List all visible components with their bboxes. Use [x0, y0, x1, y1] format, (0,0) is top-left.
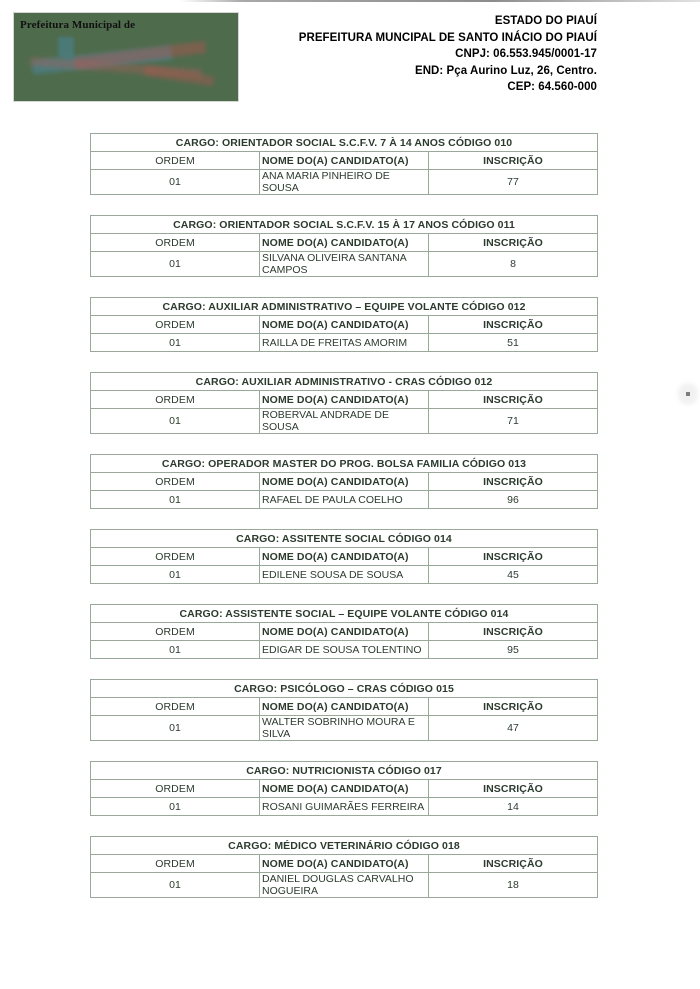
column-header-row	[91, 234, 598, 252]
cell-ordem: 01	[91, 334, 260, 352]
cell-nome-candidato: DANIEL DOUGLAS CARVALHO NOGUEIRA	[260, 873, 429, 898]
cell-inscricao: 45	[429, 566, 598, 584]
cell-inscricao: 18	[429, 873, 598, 898]
column-header-nome: NOME DO(A) CANDIDATO(A)	[260, 623, 429, 641]
cargo-table	[90, 454, 598, 509]
column-header-ordem: ORDEM	[91, 234, 260, 252]
cargo-title: CARGO: NUTRICIONISTA CÓDIGO 017	[91, 762, 598, 780]
column-header-ordem: ORDEM	[91, 152, 260, 170]
header-line-estado: ESTADO DO PIAUÍ	[494, 15, 597, 27]
cargo-tables-area	[90, 133, 598, 918]
cargo-title: CARGO: PSICÓLOGO – CRAS CÓDIGO 015	[91, 680, 598, 698]
table-row	[91, 873, 598, 898]
header-line-cep: CEP: 64.560-000	[507, 81, 597, 93]
cargo-title-row	[91, 605, 598, 623]
cargo-table	[90, 836, 598, 898]
document-header	[0, 0, 700, 118]
column-header-inscricao: INSCRIÇÃO	[429, 152, 598, 170]
cargo-table	[90, 529, 598, 584]
table-row	[91, 409, 598, 434]
column-header-nome: NOME DO(A) CANDIDATO(A)	[260, 234, 429, 252]
column-header-row	[91, 473, 598, 491]
cell-nome-candidato: WALTER SOBRINHO MOURA E SILVA	[260, 716, 429, 741]
column-header-ordem: ORDEM	[91, 391, 260, 409]
column-header-row	[91, 780, 598, 798]
cargo-title-row	[91, 373, 598, 391]
column-header-row	[91, 855, 598, 873]
cell-inscricao: 77	[429, 170, 598, 195]
column-header-inscricao: INSCRIÇÃO	[429, 548, 598, 566]
cell-ordem: 01	[91, 252, 260, 277]
column-header-nome: NOME DO(A) CANDIDATO(A)	[260, 698, 429, 716]
column-header-ordem: ORDEM	[91, 780, 260, 798]
cargo-title-row	[91, 530, 598, 548]
column-header-row	[91, 548, 598, 566]
column-header-inscricao: INSCRIÇÃO	[429, 780, 598, 798]
table-row	[91, 798, 598, 816]
cargo-title: CARGO: OPERADOR MASTER DO PROG. BOLSA FAMILIA CÓDIGO 013	[91, 455, 598, 473]
cargo-title-row	[91, 680, 598, 698]
cargo-title: CARGO: ORIENTADOR SOCIAL S.C.F.V. 15 À 17 ANOS CÓDIGO 011	[91, 216, 598, 234]
column-header-row	[91, 391, 598, 409]
cell-inscricao: 71	[429, 409, 598, 434]
cargo-table	[90, 215, 598, 277]
cell-nome-candidato: RAILLA DE FREITAS AMORIM	[260, 334, 429, 352]
column-header-inscricao: INSCRIÇÃO	[429, 473, 598, 491]
cell-inscricao: 8	[429, 252, 598, 277]
cargo-title: CARGO: MÉDICO VETERINÁRIO CÓDIGO 018	[91, 837, 598, 855]
cargo-title-row	[91, 216, 598, 234]
cargo-title-row	[91, 762, 598, 780]
header-line-prefeitura: PREFEITURA MUNCIPAL DE SANTO INÁCIO DO PIAUÍ	[298, 31, 597, 44]
cell-inscricao: 51	[429, 334, 598, 352]
cell-inscricao: 96	[429, 491, 598, 509]
cell-ordem: 01	[91, 641, 260, 659]
cell-inscricao: 95	[429, 641, 598, 659]
cell-inscricao: 47	[429, 716, 598, 741]
cargo-title-row	[91, 134, 598, 152]
cell-ordem: 01	[91, 716, 260, 741]
cargo-title: CARGO: ORIENTADOR SOCIAL S.C.F.V. 7 À 14 ANOS CÓDIGO 010	[91, 134, 598, 152]
table-row	[91, 170, 598, 195]
cargo-table	[90, 679, 598, 741]
column-header-inscricao: INSCRIÇÃO	[429, 623, 598, 641]
header-line-cnpj: CNPJ: 06.553.945/0001-17	[455, 48, 597, 60]
column-header-nome: NOME DO(A) CANDIDATO(A)	[260, 316, 429, 334]
table-row	[91, 334, 598, 352]
column-header-ordem: ORDEM	[91, 548, 260, 566]
column-header-nome: NOME DO(A) CANDIDATO(A)	[260, 473, 429, 491]
cargo-table	[90, 761, 598, 816]
cell-ordem: 01	[91, 170, 260, 195]
cargo-title-row	[91, 298, 598, 316]
cell-nome-candidato: ANA MARIA PINHEIRO DE SOUSA	[260, 170, 429, 195]
column-header-nome: NOME DO(A) CANDIDATO(A)	[260, 548, 429, 566]
column-header-row	[91, 152, 598, 170]
cell-nome-candidato: SILVANA OLIVEIRA SANTANA CAMPOS	[260, 252, 429, 277]
header-address-block	[299, 13, 597, 96]
column-header-nome: NOME DO(A) CANDIDATO(A)	[260, 152, 429, 170]
cargo-title: CARGO: ASSITENTE SOCIAL CÓDIGO 014	[91, 530, 598, 548]
column-header-ordem: ORDEM	[91, 698, 260, 716]
column-header-row	[91, 623, 598, 641]
column-header-ordem: ORDEM	[91, 316, 260, 334]
table-row	[91, 641, 598, 659]
column-header-ordem: ORDEM	[91, 473, 260, 491]
cell-ordem: 01	[91, 873, 260, 898]
column-header-inscricao: INSCRIÇÃO	[429, 698, 598, 716]
cell-inscricao: 14	[429, 798, 598, 816]
cell-ordem: 01	[91, 798, 260, 816]
cargo-title: CARGO: ASSISTENTE SOCIAL – EQUIPE VOLANTE CÓDIGO 014	[91, 605, 598, 623]
cell-nome-candidato: ROSANI GUIMARÃES FERREIRA	[260, 798, 429, 816]
logo-crest-artifact	[58, 37, 74, 57]
column-header-ordem: ORDEM	[91, 623, 260, 641]
cell-nome-candidato: ROBERVAL ANDRADE DE SOUSA	[260, 409, 429, 434]
cell-ordem: 01	[91, 566, 260, 584]
cargo-table	[90, 604, 598, 659]
cargo-title-row	[91, 455, 598, 473]
cargo-table	[90, 372, 598, 434]
logo-caption: Prefeitura Municipal de	[20, 19, 136, 31]
cargo-table	[90, 297, 598, 352]
column-header-inscricao: INSCRIÇÃO	[429, 855, 598, 873]
cell-nome-candidato: EDILENE SOUSA DE SOUSA	[260, 566, 429, 584]
cell-ordem: 01	[91, 491, 260, 509]
cell-nome-candidato: EDIGAR DE SOUSA TOLENTINO	[260, 641, 429, 659]
column-header-inscricao: INSCRIÇÃO	[429, 234, 598, 252]
header-line-endereco: END: Pça Aurino Luz, 26, Centro.	[414, 64, 597, 77]
column-header-inscricao: INSCRIÇÃO	[429, 316, 598, 334]
cargo-title: CARGO: AUXILIAR ADMINISTRATIVO – EQUIPE VOLANTE CÓDIGO 012	[91, 298, 598, 316]
scan-speck-artifact	[686, 392, 690, 396]
cargo-table	[90, 133, 598, 195]
municipal-seal-logo	[14, 13, 238, 101]
cell-ordem: 01	[91, 409, 260, 434]
cell-nome-candidato: RAFAEL DE PAULA COELHO	[260, 491, 429, 509]
table-row	[91, 716, 598, 741]
column-header-nome: NOME DO(A) CANDIDATO(A)	[260, 855, 429, 873]
table-row	[91, 252, 598, 277]
column-header-ordem: ORDEM	[91, 855, 260, 873]
column-header-nome: NOME DO(A) CANDIDATO(A)	[260, 391, 429, 409]
cargo-title: CARGO: AUXILIAR ADMINISTRATIVO - CRAS CÓDIGO 012	[91, 373, 598, 391]
table-row	[91, 566, 598, 584]
column-header-nome: NOME DO(A) CANDIDATO(A)	[260, 780, 429, 798]
cargo-title-row	[91, 837, 598, 855]
column-header-row	[91, 316, 598, 334]
column-header-inscricao: INSCRIÇÃO	[429, 391, 598, 409]
table-row	[91, 491, 598, 509]
column-header-row	[91, 698, 598, 716]
